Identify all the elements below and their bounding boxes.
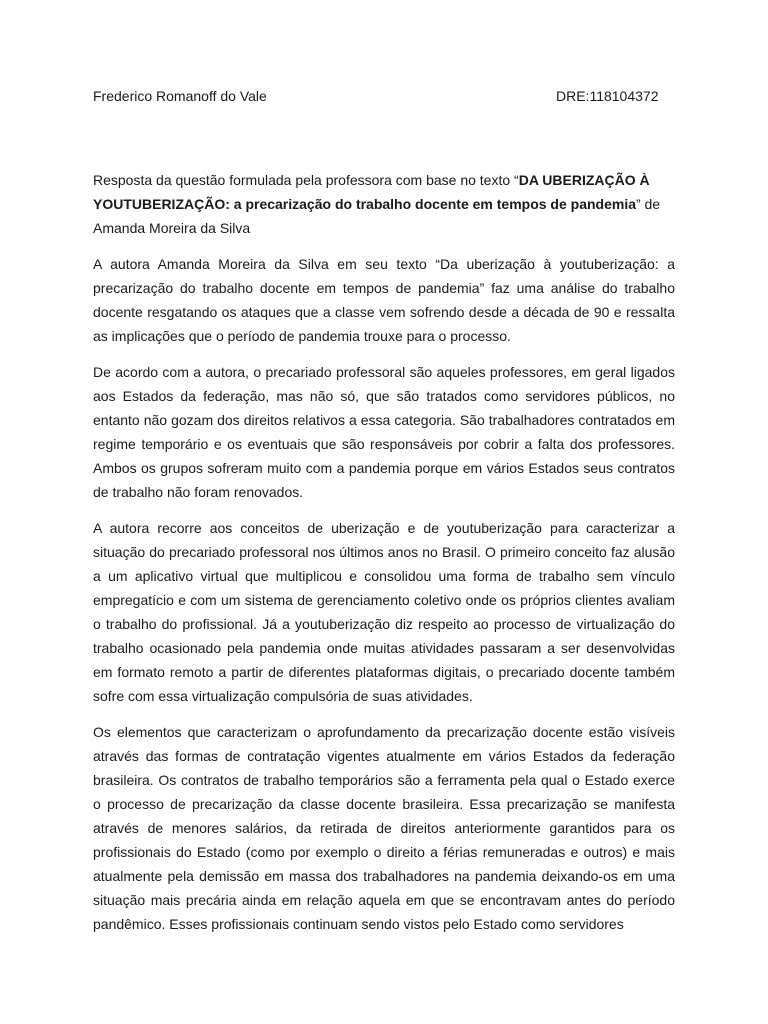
body-paragraph: De acordo com a autora, o precariado professoral são aqueles professores, em geral ligados aos Estados da federação, mas não só, que são tratados como servidores públicos, no entanto não gozam dos direitos relativos a essa categoria. São trabalhadores contratados em regime temporário e os eventuais que são responsáveis por cobrir a falta dos professores. Ambos os grupos sofreram muito com a pandemia porque em vários Estados seus contratos de trabalho não foram renovados.	[93, 364, 675, 500]
document-body	[93, 168, 675, 948]
intro-paragraph	[93, 168, 675, 240]
body-paragraph: Os elementos que caracterizam o aprofundamento da precarização docente estão visíveis através das formas de contratação vigentes atualmente em vários Estados da federação brasileira. Os contratos de trabalho temporários são a ferramenta pela qual o Estado exerce o processo de precarização da classe docente brasileira. Essa precarização se manifesta através de menores salários, da retirada de direitos anteriormente garantidos para os profissionais do Estado (como por exemplo o direito a férias remuneradas e outros) e mais atualmente pela demissão em massa dos trabalhadores na pandemia deixando-os em uma situação mais precária ainda em relação aquela em que se encontravam antes do período pandêmico. Esses profissionais continuam sendo vistos pelo Estado como servidores	[93, 724, 675, 932]
intro-prefix: Resposta da questão formulada pela professora com base no texto “	[93, 172, 519, 188]
body-paragraph: A autora Amanda Moreira da Silva em seu texto “Da uberização à youtuberização: a precarização do trabalho docente em tempos de pandemia” faz uma análise do trabalho docente resgatando os ataques que a classe vem sofrendo desde a década de 90 e ressalta as implicações que o período de pandemia trouxe para o processo.	[93, 256, 675, 344]
author-name: Frederico Romanoff do Vale	[93, 88, 267, 104]
body-paragraph: A autora recorre aos conceitos de uberização e de youtuberização para caracterizar a situação do precariado professoral nos últimos anos no Brasil. O primeiro conceito faz alusão a um aplicativo virtual que multiplicou e consolidou uma forma de trabalho sem vínculo empregatício e com um sistema de gerenciamento coletivo onde os próprios clientes avaliam o trabalho do profissional. Já a youtuberização diz respeito ao processo de virtualização do trabalho ocasionado pela pandemia onde muitas atividades passaram a ser desenvolvidas em formato remoto a partir de diferentes plataformas digitais, o precariado docente também sofre com essa virtualização compulsória de suas atividades.	[93, 520, 675, 704]
student-id: DRE:118104372	[556, 88, 659, 104]
intro-suffix: ” de Amanda Moreira da Silva	[93, 196, 661, 236]
referenced-title: DA UBERIZAÇÃO À YOUTUBERIZAÇÃO: a precarização do trabalho docente em tempos de pandemia	[93, 172, 650, 212]
